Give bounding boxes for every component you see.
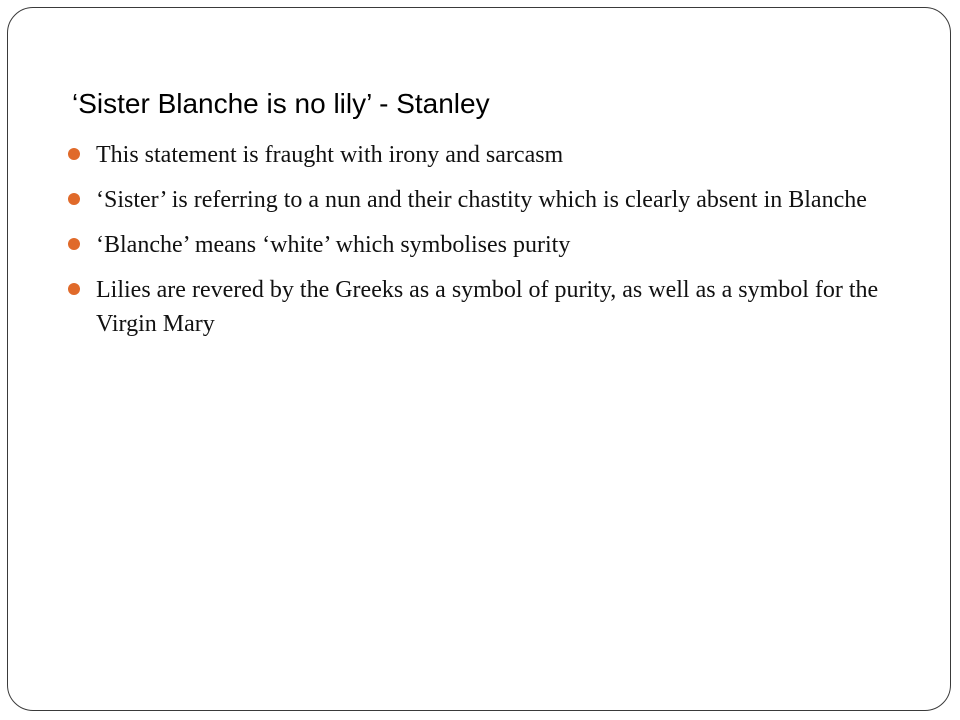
bullet-item — [68, 273, 928, 341]
bullet-dot-icon — [68, 193, 80, 205]
bullet-item — [68, 138, 928, 172]
bullet-dot-icon — [68, 148, 80, 160]
bullet-dot-icon — [68, 283, 80, 295]
slide-frame — [7, 7, 951, 711]
bullet-text: Lilies are revered by the Greeks as a symbol of purity, as well as a symbol for the Virgin Mary — [96, 277, 879, 337]
bullet-text: This statement is fraught with irony and sarcasm — [96, 142, 564, 168]
bullet-text: ‘Blanche’ means ‘white’ which symbolises purity — [96, 232, 571, 258]
bullet-item — [68, 228, 928, 262]
bullet-text: ‘Sister’ is referring to a nun and their chastity which is clearly absent in Blanche — [96, 187, 867, 213]
bullet-list — [68, 138, 928, 352]
slide-title: ‘Sister Blanche is no lily’ - Stanley — [72, 88, 490, 119]
bullet-dot-icon — [68, 238, 80, 250]
bullet-item — [68, 183, 928, 217]
